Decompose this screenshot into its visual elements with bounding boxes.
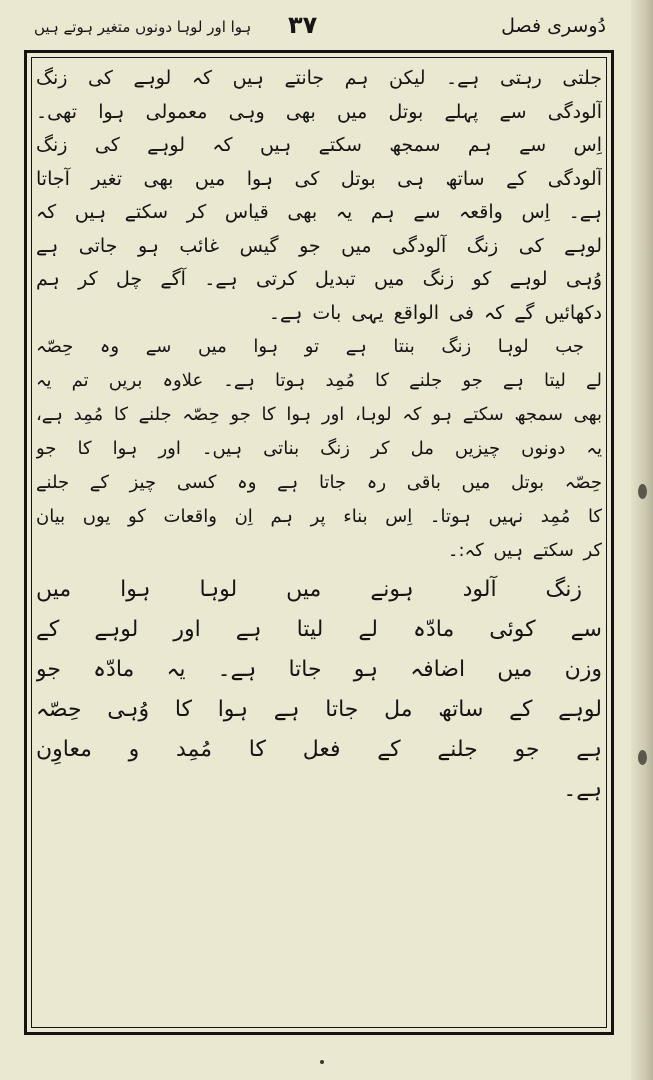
text-line: بھی سمجھ سکتے ہو کہ لوہا، اور ہوا کا جو حِصّہ جلنے کا مُمِد ہے، xyxy=(36,404,602,425)
print-speck xyxy=(320,1060,324,1064)
body-text xyxy=(36,62,602,1022)
chapter-title: دُوسری فصل xyxy=(501,15,606,37)
text-line: آلودگی سے پہلے بوتل میں بھی وہی معمولی ہوا تھی۔ xyxy=(36,100,602,123)
text-line: حِصّہ بوتل میں باقی رہ جاتا ہے وہ کسی چیز کے جلنے xyxy=(36,472,602,493)
text-line: کر سکتے ہیں کہ:۔ xyxy=(447,540,602,561)
text-line: اِس سے ہم سمجھ سکتے ہیں کہ لوہے کی زنگ xyxy=(36,134,602,156)
text-line: وُہی لوہے کو زنگ میں تبدیل کرتی ہے۔ آگے چل کر ہم xyxy=(36,268,602,290)
text-line: ہے جو جلنے کے فعل کا مُمِد و معاوِن xyxy=(36,737,602,762)
binding-hole xyxy=(638,750,647,765)
paragraph-summary xyxy=(36,570,602,810)
binding-edge xyxy=(631,0,653,1080)
text-line: ہے۔ xyxy=(563,777,602,802)
page-number: ۳۷ xyxy=(288,11,318,39)
page-header xyxy=(26,6,616,48)
text-line: لوہے کے ساتھ مل جاتا ہے ہوا کا وُہی حِصّہ xyxy=(36,697,602,722)
binding-hole xyxy=(638,484,647,499)
text-line: دکھائیں گے کہ فی الواقع یہی بات ہے۔ xyxy=(268,301,602,324)
text-line: وزن میں اضافہ ہو جاتا ہے۔ یہ مادّہ جو xyxy=(36,657,602,682)
running-title: ہوا اور لوہا دونوں متغیر ہوتے ہیں xyxy=(34,18,252,36)
text-line: یہ دونوں چیزیں مل کر زنگ بناتی ہیں۔ اور ہوا کا جو xyxy=(36,438,602,459)
text-line: کا مُمِد نہیں ہوتا۔ اِس بناء پر ہم اِن واقعات کو یوں بیان xyxy=(36,506,602,527)
paragraph xyxy=(36,330,602,568)
text-line: جلتی رہتی ہے۔ لیکن ہم جانتے ہیں کہ لوہے کی زنگ xyxy=(36,67,602,89)
paragraph xyxy=(36,62,602,330)
text-line: آلودگی کے ساتھ ہی بوتل کی ہوا میں بھی تغیر آجاتا xyxy=(36,167,602,190)
text-line: جب لوہا زنگ بنتا ہے تو ہوا میں سے وہ حِصّہ xyxy=(36,336,584,357)
text-line: لوہے کی زنگ آلودگی میں جو گیس غائب ہو جاتی ہے xyxy=(36,234,602,257)
text-line: زنگ آلود ہونے میں لوہا ہوا میں xyxy=(36,577,582,602)
text-line: لے لیتا ہے جو جلنے کا مُمِد ہوتا ہے۔ علاوہ بریں تم یہ xyxy=(36,370,602,391)
text-line: سے کوئی مادّہ لے لیتا ہے اور لوہے کے xyxy=(36,617,602,642)
text-line: ہے۔ اِس واقعہ سے ہم یہ بھی قیاس کر سکتے ہیں کہ xyxy=(36,201,602,223)
